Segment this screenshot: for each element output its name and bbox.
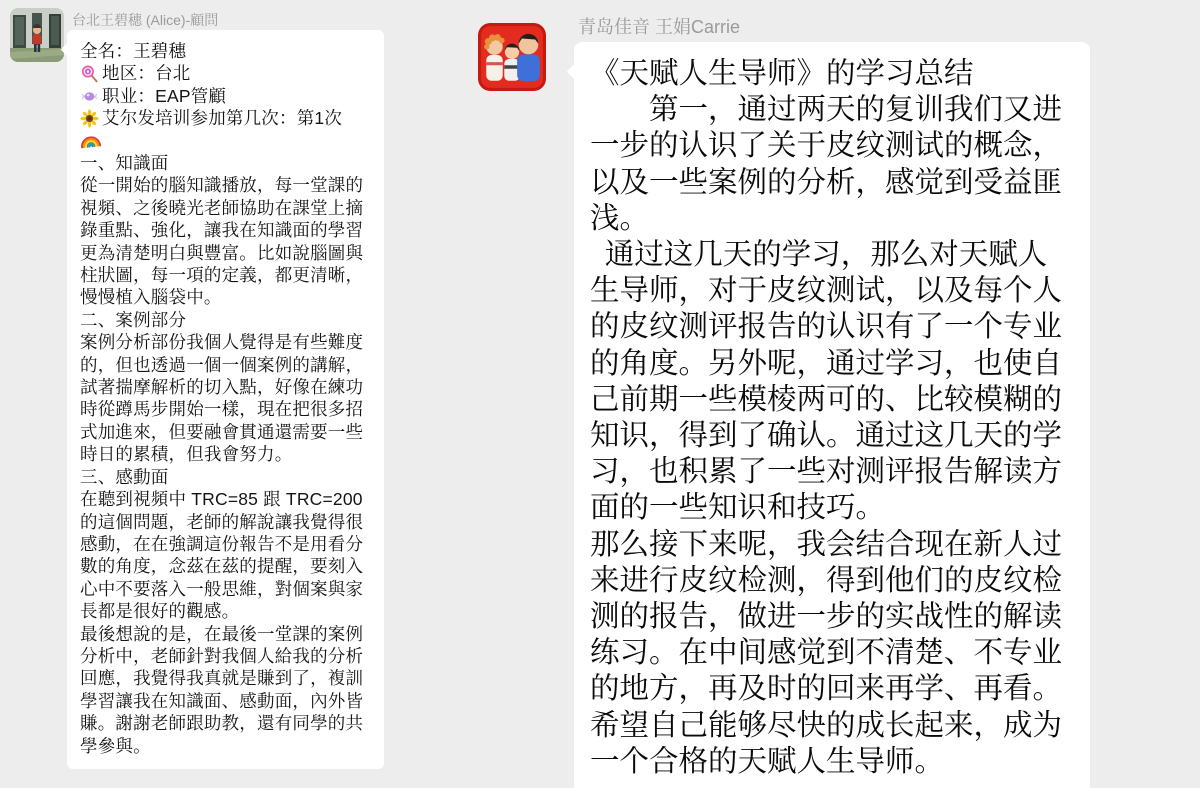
profile-text: 艾尔发培训参加第几次：第1次 [102, 108, 343, 129]
section-paragraph: 案例分析部份我個人覺得是有些難度的，但也透過一個一個案例的講解，試著揣摩解析的切入點，好像在練功時從蹲馬步開始一樣，現在把很多招式加進來，但要融會貫通還需要一些時日的累積，但我會努力。 [80, 332, 364, 465]
section-cases [80, 309, 371, 466]
section-heading: 三、感動面 [80, 466, 169, 487]
right-sender-name: 青岛佳音 王娟Carrie [578, 17, 741, 37]
section-paragraph: 在聽到視頻中 TRC=85 跟 TRC=200 的這個問題，老師的解說讓我覺得很感動，在在強調這份報告不是用看分數的角度，念茲在茲的提醒，要刻入心中不要落入一般思維，對個案與家長都是很好的觀感。 [80, 489, 364, 622]
section-paragraph: 從一開始的腦知識播放，每一堂課的視頻、之後曉光老師協助在課堂上摘錄重點、強化，讓我在知識面的學習更為清楚明白與豐富。比如說腦圖與柱狀圖，每一項的定義，都更清晰，慢慢植入腦袋中。 [80, 175, 364, 308]
section-heading: 一、知識面 [80, 153, 169, 174]
rainbow-icon [80, 131, 102, 151]
family-avatar-image [478, 23, 546, 91]
candy-icon [80, 87, 99, 106]
sunflower-icon [80, 109, 99, 128]
summary-title: 《天赋人生导师》的学习总结 [590, 57, 974, 90]
profile-line-rainbow [80, 130, 371, 152]
section-paragraph: 最後想說的是，在最後一堂課的案例分析中，老師針對我個人給我的分析回應，我覺得我真就是賺到了，複訓學習讓我在知識面、感動面，內外皆賺。謝謝老師跟助教，還有同學的共學參與。 [80, 623, 364, 756]
profile-text: 地区：台北 [102, 63, 191, 84]
profile-line-fullname [80, 40, 371, 62]
summary-paragraph: 第一，通过两天的复训我们又进一步的认识了关于皮纹测试的概念，以及一些案例的分析，感觉到受益匪浅。 [590, 93, 1063, 235]
right-bubble-tail [567, 64, 583, 80]
profile-line-region [80, 62, 371, 84]
profile-text: 职业：EAP管顧 [102, 85, 227, 106]
section-knowledge [80, 152, 371, 309]
summary-paragraph: 那么接下来呢，我会结合现在新人过来进行皮纹检测，得到他们的皮纹检测的报告，做进一步的实战性的解读练习。在中间感觉到不清楚、不专业的地方，再及时的回来再学、再看。 [590, 527, 1063, 706]
profile-text: 全名：王碧穗 [80, 41, 187, 61]
section-touching [80, 466, 371, 757]
photo-avatar-image [10, 8, 64, 62]
summary-paragraph: 通过这几天的学习，那么对天赋人生导师，对于皮纹测试，以及每个人的皮纹测评报告的认识有了一个专业的角度。另外呢，通过学习，也使自己前期一些模棱两可的、比较模糊的知识，得到了确认。通过这几天的学习，也积累了一些对测评报告解读方面的一些知识和技巧。 [590, 238, 1063, 525]
profile-line-occupation [80, 85, 371, 107]
left-sender-avatar[interactable] [10, 8, 64, 62]
section-heading: 二、案例部分 [80, 309, 187, 330]
right-message-bubble[interactable] [574, 42, 1090, 788]
left-message-bubble[interactable] [67, 30, 384, 769]
right-sender-avatar[interactable] [478, 23, 546, 91]
left-sender-name: 台北王碧穗 (Alice)-顧問 [72, 12, 219, 28]
lollipop-icon [80, 64, 99, 83]
profile-line-training-count [80, 107, 371, 129]
summary-paragraph: 希望自己能够尽快的成长起来，成为一个合格的天赋人生导师。 [590, 708, 1063, 778]
